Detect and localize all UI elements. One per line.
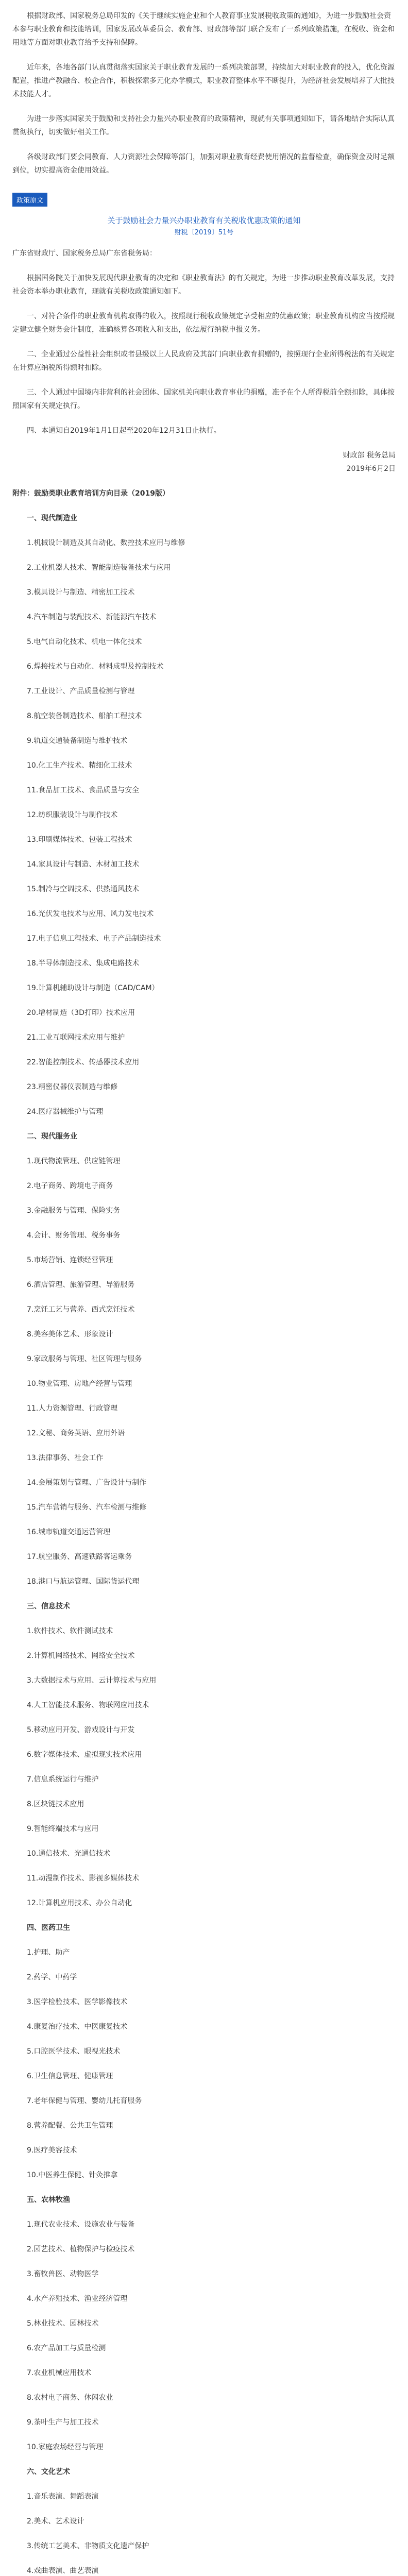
catalog-item: 2.计算机网络技术、网络安全技术: [27, 1652, 135, 1660]
catalog-item: 1.现代农业技术、设施农业与装备: [27, 2221, 135, 2229]
section-heading: 一、现代制造业: [27, 514, 77, 522]
catalog-item: 3.大数据技术与应用、云计算技术与应用: [27, 1676, 157, 1685]
catalog-item: 19.计算机辅助设计与制造（CAD/CAM）: [27, 984, 159, 992]
catalog-item: 5.移动应用开发、游戏设计与开发: [27, 1726, 135, 1734]
catalog-item: 11.动漫制作技术、影视多媒体技术: [27, 1874, 140, 1883]
intro-block: [12, 9, 396, 177]
intro-paragraph: 各级财政部门要会同教育、人力资源社会保障等部门，加强对职业教育经费使用情况的监督检查，确保资金及时足额到位，切实提高资金使用效益。: [12, 153, 395, 175]
catalog-item: 7.农业机械应用技术: [27, 2369, 92, 2377]
catalog-item: 4.水产养殖技术、渔业经济管理: [27, 2295, 128, 2303]
catalog-item: 21.工业互联网技术应用与维护: [27, 1033, 125, 1042]
intro-paragraph: 为进一步落实国家关于鼓励和支持社会力量兴办职业教育的政策精神，现就有关事项通知如下，请各地结合实际认真贯彻执行，切实做好相关工作。: [12, 115, 395, 137]
notice-tag: 政策原文: [12, 193, 47, 207]
catalog-item: 7.老年保健与管理、婴幼儿托育服务: [27, 2097, 142, 2105]
catalog-item: 12.计算机应用技术、办公自动化: [27, 1899, 132, 1907]
catalog-item: 8.营养配餐、公共卫生管理: [27, 2122, 113, 2130]
signoff-name: 财政部 税务总局: [343, 451, 396, 460]
catalog-item: 14.会展策划与管理、广告设计与制作: [27, 1479, 147, 1487]
catalog-item: 1.音乐表演、舞蹈表演: [27, 2493, 99, 2501]
catalog-item: 13.法律事务、社会工作: [27, 1454, 104, 1462]
body-paragraph: 三、个人通过中国境内非营利的社会团体、国家机关向职业教育事业的捐赠，准予在个人所得税前全额扣除，具体按照国家有关规定执行。: [12, 388, 395, 410]
catalog-item: 10.化工生产技术、精细化工技术: [27, 761, 132, 770]
body-paragraph: 四、本通知自2019年1月1日起至2020年12月31日止执行。: [27, 427, 221, 435]
catalog-item: 4.会计、财务管理、税务事务: [27, 1231, 121, 1240]
catalog-item: 9.智能终端技术与应用: [27, 1825, 99, 1833]
catalog-item: 11.人力资源管理、行政管理: [27, 1404, 118, 1413]
catalog-item: 4.戏曲表演、曲艺表演: [27, 2567, 99, 2575]
catalog-item: 2.电子商务、跨境电子商务: [27, 1182, 113, 1190]
signoff-date: 2019年6月2日: [346, 465, 396, 473]
catalog-item: 17.航空服务、高速铁路客运乘务: [27, 1553, 132, 1561]
body-paragraph: 根据国务院关于加快发展现代职业教育的决定和《职业教育法》的有关规定，为进一步推动职业教育改革发展，支持社会资本举办职业教育，现就有关税收政策通知如下。: [12, 274, 395, 296]
catalog-item: 9.轨道交通装备制造与维护技术: [27, 737, 128, 745]
catalog-item: 6.焊接技术与自动化、材料成型及控制技术: [27, 663, 164, 671]
document-number: 财税〔2019〕51号: [174, 229, 234, 236]
catalog-item: 5.林业技术、园林技术: [27, 2319, 99, 2328]
body-paragraph: 一、对符合条件的职业教育机构取得的收入，按照现行税收政策规定享受相应的优惠政策；职业教育机构应当按照规定建立健全财务会计制度，准确核算各项收入和支出，依法履行纳税申报义务。: [12, 312, 395, 334]
catalog-item: 10.通信技术、光通信技术: [27, 1850, 111, 1858]
addressee: 广东省财政厅、国家税务总局广东省税务局：: [12, 249, 157, 258]
catalog-item: 20.增材制造（3D打印）技术应用: [27, 1009, 135, 1017]
catalog-item: 5.电气自动化技术、机电一体化技术: [27, 638, 142, 646]
catalog-item: 9.家政服务与管理、社区管理与服务: [27, 1355, 142, 1363]
catalog-item: 9.医疗美容技术: [27, 2146, 77, 2155]
catalog-item: 10.家庭农场经营与管理: [27, 2443, 104, 2451]
document-header: [12, 189, 396, 239]
catalog-item: 8.航空装备制造技术、船舶工程技术: [27, 712, 142, 720]
catalog-item: 15.制冷与空调技术、供热通风技术: [27, 885, 140, 893]
catalog-item: 4.汽车制造与装配技术、新能源汽车技术: [27, 613, 157, 621]
catalog-item: 16.城市轨道交通运营管理: [27, 1528, 111, 1536]
catalog-item: 7.烹饪工艺与营养、西式烹饪技术: [27, 1306, 135, 1314]
catalog-item: 3.医学检验技术、医学影像技术: [27, 1998, 128, 2006]
catalog-item: 22.智能控制技术、传感器技术应用: [27, 1058, 140, 1066]
catalog-item: 6.卫生信息管理、健康管理: [27, 2072, 113, 2080]
catalog-item: 1.机械设计制造及其自动化、数控技术应用与维修: [27, 539, 185, 547]
catalog-item: 3.金融服务与管理、保险实务: [27, 1207, 121, 1215]
catalog-item: 2.园艺技术、植物保护与检疫技术: [27, 2245, 135, 2253]
catalog-item: 1.现代物流管理、供应链管理: [27, 1157, 121, 1165]
catalog-item: 3.模具设计与制造、精密加工技术: [27, 588, 135, 597]
catalog-item: 11.食品加工技术、食品质量与安全: [27, 786, 140, 794]
section-heading: 五、农林牧渔: [27, 2196, 70, 2204]
catalog-item: 18.半导体制造技术、集成电路技术: [27, 959, 140, 968]
catalog-item: 1.护理、助产: [27, 1948, 70, 1957]
catalog-item: 8.农村电子商务、休闲农业: [27, 2394, 113, 2402]
catalog-item: 4.康复治疗技术、中医康复技术: [27, 2023, 128, 2031]
catalog-item: 10.中医养生保健、针灸推拿: [27, 2171, 118, 2179]
catalog-item: 3.畜牧兽医、动物医学: [27, 2270, 99, 2278]
section-heading: 二、现代服务业: [27, 1132, 77, 1141]
catalog-item: 18.港口与航运管理、国际货运代理: [27, 1578, 140, 1586]
catalog-item: 9.茶叶生产与加工技术: [27, 2418, 99, 2427]
catalog-item: 2.药学、中药学: [27, 1973, 77, 1981]
catalog-item: 1.软件技术、软件测试技术: [27, 1627, 113, 1635]
catalog-item: 7.工业设计、产品质量检测与管理: [27, 687, 135, 696]
catalog-item: 7.信息系统运行与维护: [27, 1775, 99, 1784]
catalog-item: 3.传统工艺美术、非物质文化遗产保护: [27, 2542, 149, 2550]
body-paragraph: 二、企业通过公益性社会组织或者县级以上人民政府及其部门向职业教育捐赠的，按照现行企业所得税法的有关规定在计算应纳税所得额时扣除。: [12, 350, 395, 372]
catalog-item: 6.数字媒体技术、虚拟现实技术应用: [27, 1751, 142, 1759]
catalog-item: 10.物业管理、房地产经营与管理: [27, 1380, 132, 1388]
catalog-item: 13.印刷媒体技术、包装工程技术: [27, 836, 132, 844]
catalog-item: 12.纺织服装设计与制作技术: [27, 811, 118, 819]
catalog-item: 8.区块链技术应用: [27, 1800, 84, 1808]
catalog-item: 23.精密仪器仪表制造与维修: [27, 1083, 118, 1091]
intro-paragraph: 近年来，各地各部门认真贯彻落实国家关于职业教育发展的一系列决策部署，持续加大对职业教育的投入，优化资源配置，推进产教融合、校企合作，积极探索多元化办学模式，职业教育整体水平不断提升，为经济社会发展培养了大批技术技能人才。: [12, 63, 395, 98]
catalog-item: 2.工业机器人技术、智能制造装备技术与应用: [27, 564, 171, 572]
catalog-item: 2.美术、艺术设计: [27, 2517, 84, 2526]
catalog-sections: [12, 512, 396, 2576]
catalog-title: 附件：鼓励类职业教育培训方向目录（2019版）: [12, 489, 169, 498]
section-heading: 六、文化艺术: [27, 2468, 70, 2476]
catalog-item: 6.酒店管理、旅游管理、导游服务: [27, 1281, 135, 1289]
intro-paragraph: 根据财政部、国家税务总局印发的《关于继续实施企业和个人教育事业发展税收政策的通知》，为进一步鼓励社会资本参与职业教育和技能培训，国家发展改革委员会、教育部、财政部等部门联合发布了一系列政策措施，在税收、资金和用地等方面对职业教育给予支持和保障。: [12, 12, 395, 47]
section-heading: 四、医药卫生: [27, 1924, 70, 1932]
catalog-item: 6.农产品加工与质量检测: [27, 2344, 106, 2352]
signoff: [12, 449, 396, 476]
catalog-item: 4.人工智能技术服务、物联网应用技术: [27, 1701, 149, 1709]
catalog-item: 15.汽车营销与服务、汽车检测与维修: [27, 1503, 147, 1512]
catalog-item: 14.家具设计与制造、木材加工技术: [27, 860, 140, 869]
catalog-item: 16.光伏发电技术与应用、风力发电技术: [27, 910, 154, 918]
catalog-item: 17.电子信息工程技术、电子产品制造技术: [27, 935, 161, 943]
section-heading: 三、信息技术: [27, 1602, 70, 1611]
catalog-item: 5.口腔医学技术、眼视光技术: [27, 2047, 121, 2056]
body-block: [12, 272, 396, 437]
catalog-item: 12.文秘、商务英语、应用外语: [27, 1429, 125, 1437]
catalog-item: 8.美容美体艺术、形象设计: [27, 1330, 113, 1338]
document-title: 关于鼓励社会力量兴办职业教育有关税收优惠政策的通知: [107, 216, 301, 225]
catalog-item: 24.医疗器械维护与管理: [27, 1108, 104, 1116]
catalog-item: 5.市场营销、连锁经营管理: [27, 1256, 113, 1264]
